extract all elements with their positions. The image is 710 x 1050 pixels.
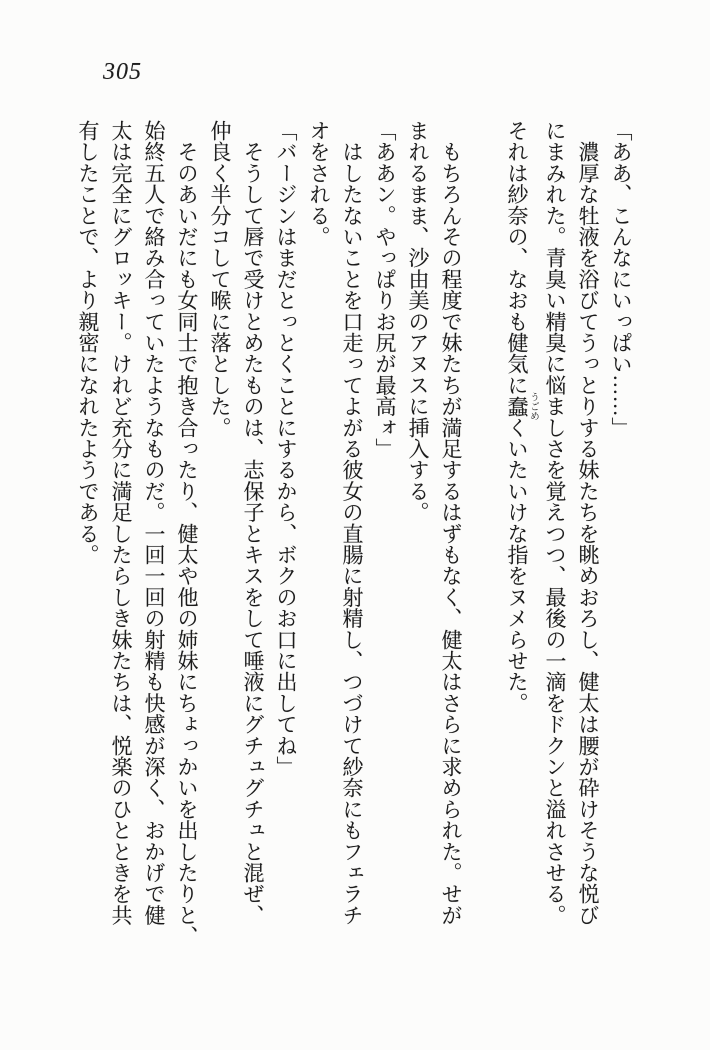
text-line: 有したことで、より親密になれたようである。 <box>76 120 100 566</box>
text-line: 「ああ、こんなにいっぱい……」 <box>609 120 633 438</box>
text-line: はしたないことを口走ってよがる彼女の直腸に射精し、つづけて紗奈にもフェラチ <box>340 120 364 926</box>
text-line: 「ああン。やっぱりお尻が最高ォ」 <box>373 120 397 460</box>
text-line: 仲良く半分コして喉に落とした。 <box>208 120 232 438</box>
text-line: もちろんその程度で妹たちが満足するはずもなく、健太はさらに求められた。せが <box>439 120 463 926</box>
text-line: そのあいだにも女同士で抱き合ったり、健太や他の姉妹にちょっかいを出したりと、 <box>175 120 199 947</box>
text-line: 始終五人で絡み合っていたようなものだ。一回一回の射精も快感が深く、おかげで健 <box>142 120 166 926</box>
text-line: オをされる。 <box>307 120 331 248</box>
page-number: 305 <box>103 59 142 85</box>
text-line: それは紗奈の、なおも健気に蠢 うごめくいたいけな指をヌメらせた。 <box>505 120 538 714</box>
text-line: 濃厚な牡液を浴びてうっとりする妹たちを眺めおろし、健太は腰が砕けそうな悦び <box>576 120 600 926</box>
blank-line <box>467 120 500 958</box>
ruby-annotated-text: 蠢 うごめ <box>505 391 538 421</box>
text-block <box>71 120 637 958</box>
text-line: まれるまま、沙由美のアヌスに挿入する。 <box>406 120 430 523</box>
text-line: そうして唇で受けとめたものは、志保子とキスをして唾液にグチュグチュと混ぜ、 <box>241 120 265 926</box>
text-line: にまみれた。青臭い精臭に悩ましさを覚えつつ、最後の一滴をドクンと溢れさせる。 <box>543 120 567 926</box>
furigana-text: うごめ <box>528 391 538 421</box>
text-line: 「バージンはまだとっとくことにするから、ボクのお口に出してね」 <box>274 120 298 778</box>
text-line: 太は完全にグロッキー。けれど充分に満足したらしき妹たちは、悦楽のひとときを共 <box>109 120 133 926</box>
